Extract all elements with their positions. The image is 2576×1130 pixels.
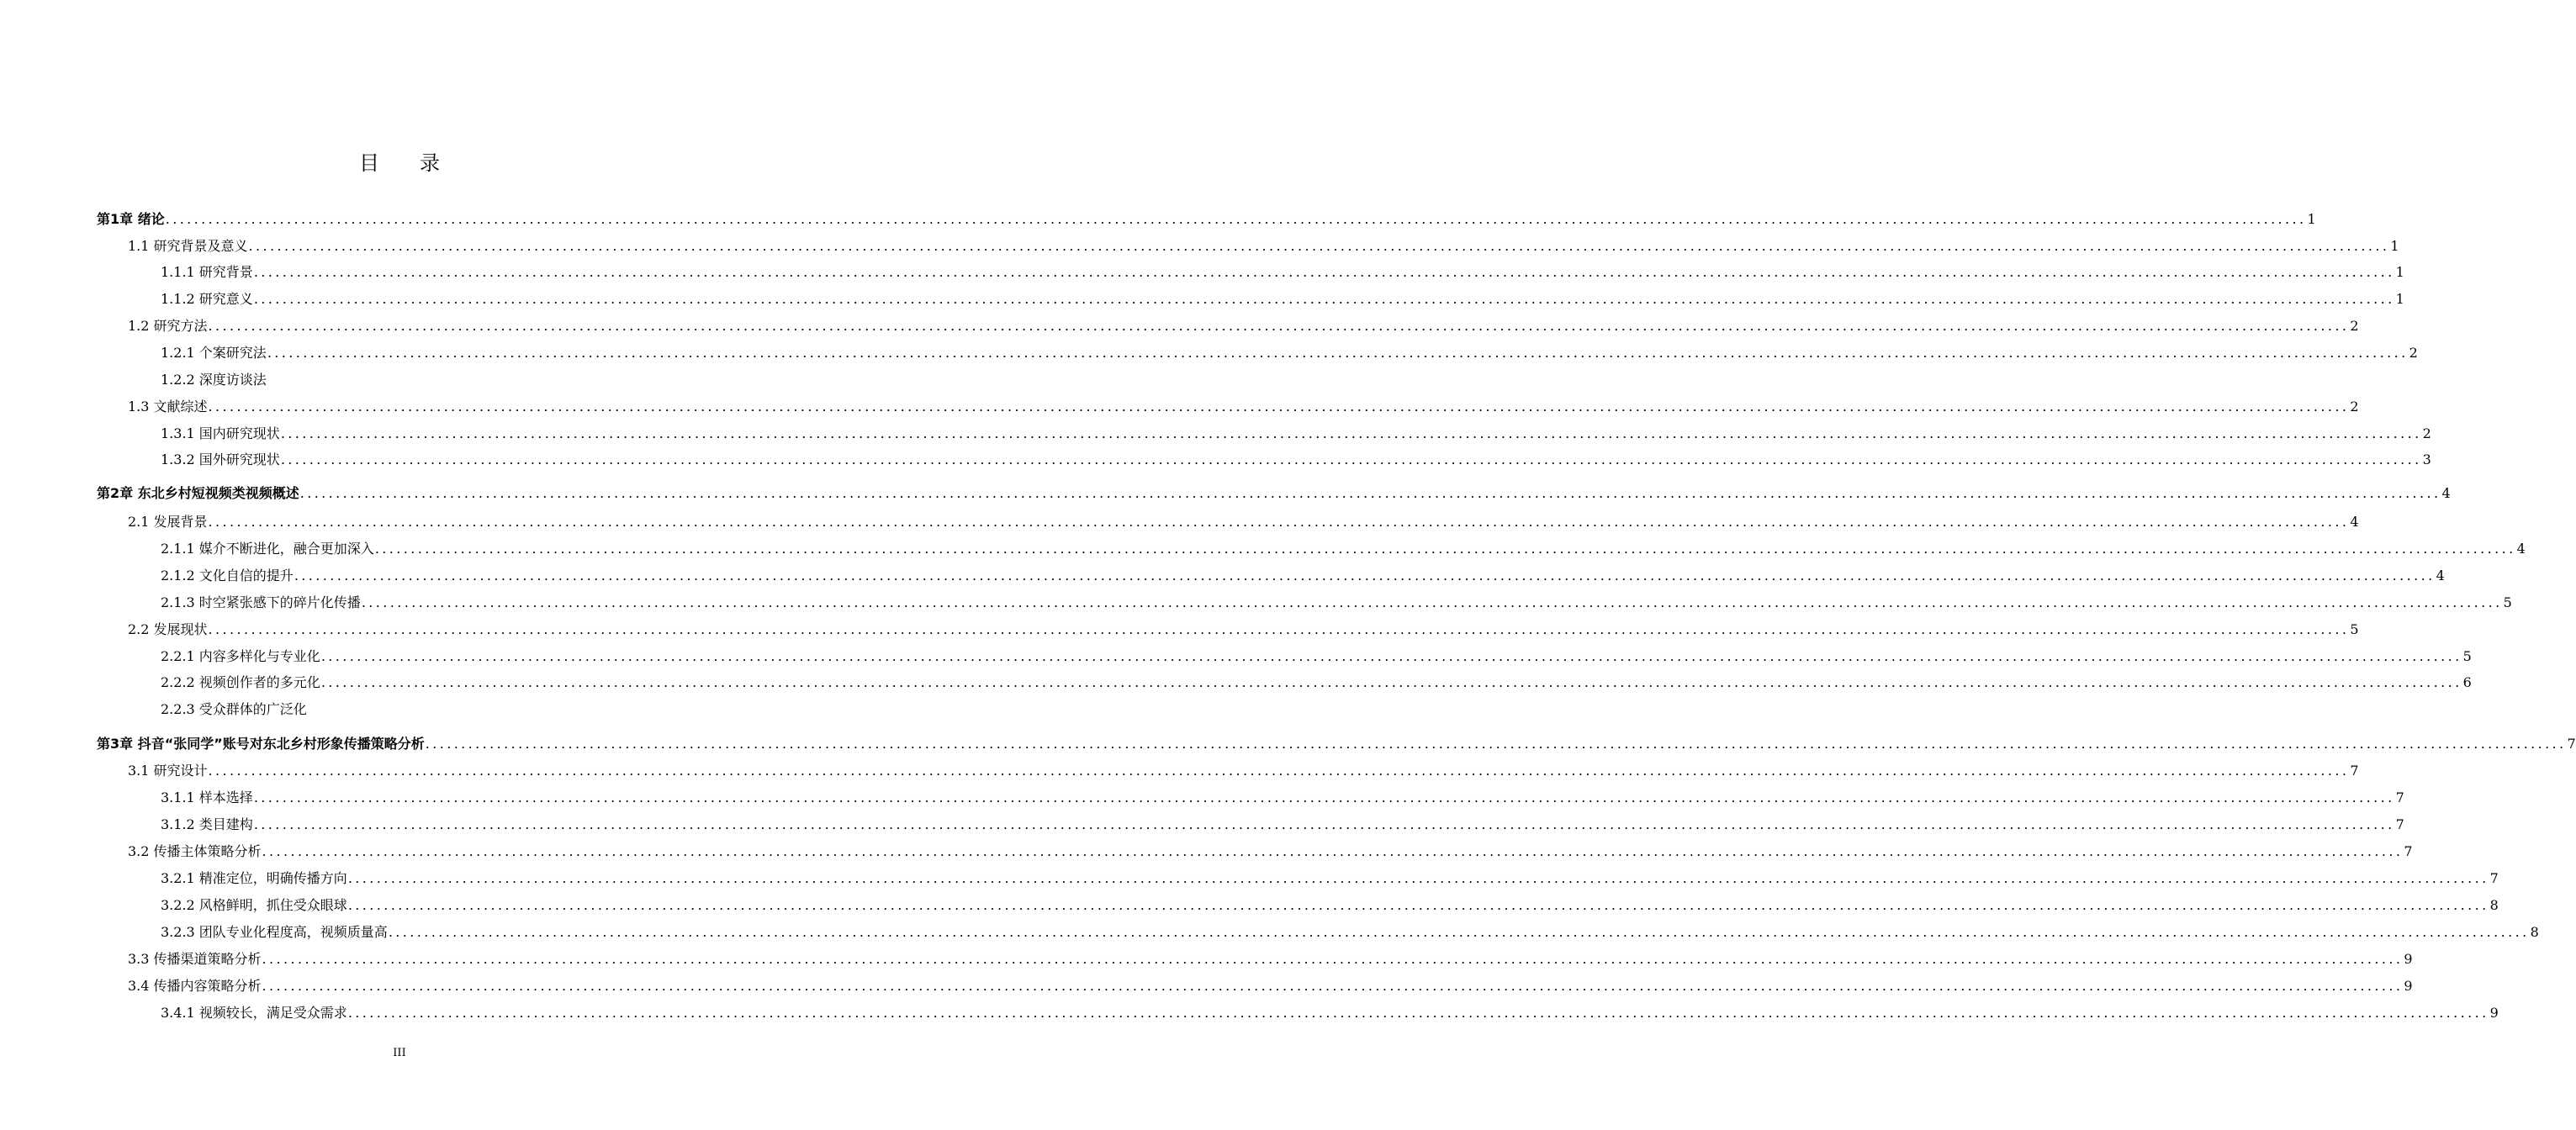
toc-entry[interactable]: [128, 236, 2399, 256]
toc-entry[interactable]: [128, 976, 2413, 996]
toc-entry[interactable]: [128, 620, 2359, 640]
toc-entry[interactable]: [161, 1003, 2499, 1023]
toc-entry-page: 7: [2404, 843, 2413, 859]
toc-entry[interactable]: [161, 869, 2499, 889]
toc-entry[interactable]: [161, 700, 307, 720]
toc-entry-page: 7: [2489, 870, 2499, 886]
toc-entry[interactable]: [161, 815, 2404, 835]
toc-dot-leader: ............................................................................................................................................................................................................................................................................................................: [388, 924, 2530, 940]
toc-entry-label: 2.1.1 媒介不断进化，融合更加深入: [161, 541, 374, 557]
toc-entry[interactable]: [128, 949, 2413, 969]
toc-dot-leader: ............................................................................................................................................................................................................................................................................................................: [280, 425, 2422, 441]
toc-dot-leader: ............................................................................................................................................................................................................................................................................................................: [208, 318, 2350, 334]
toc-entry-label: 3.2.1 精准定位，明确传播方向: [161, 870, 347, 886]
toc-entry-label: 1.3.2 国外研究现状: [161, 451, 280, 467]
toc-dot-leader: ............................................................................................................................................................................................................................................................................................................: [262, 951, 2404, 967]
toc-dot-leader: ............................................................................................................................................................................................................................................................................................................: [208, 514, 2350, 530]
toc-entry[interactable]: [161, 593, 2512, 613]
toc-entry-page: 4: [2516, 541, 2526, 557]
toc-entry-page: 1: [2395, 291, 2404, 307]
toc-entry[interactable]: [161, 539, 2526, 559]
toc-entry[interactable]: [161, 343, 2418, 363]
toc-entry-label: 1.2.2 深度访谈法: [161, 372, 267, 388]
toc-dot-leader: ............................................................................................................................................................................................................................................................................................................: [208, 399, 2350, 415]
toc-entry[interactable]: [161, 370, 267, 390]
toc-entry-page: 1: [2307, 211, 2316, 227]
toc-entry[interactable]: [128, 842, 2413, 862]
toc-entry-label: 2.2 发展现状: [128, 621, 208, 637]
toc-entry-label: 3.3 传播渠道策略分析: [128, 951, 262, 967]
toc-entry-label: 3.4.1 视频较长，满足受众需求: [161, 1005, 347, 1021]
toc-entry-page: 5: [2503, 594, 2512, 610]
toc-chapter-entry[interactable]: [97, 734, 2576, 754]
toc-entry[interactable]: [161, 424, 2431, 444]
toc-dot-leader: ............................................................................................................................................................................................................................................................................................................: [253, 264, 2395, 280]
toc-entry-page: 5: [2462, 648, 2472, 664]
toc-entry-page: 9: [2404, 978, 2413, 994]
toc-entry-page: 8: [2489, 897, 2499, 913]
toc-entry-label: 2.2.2 视频创作者的多元化: [161, 674, 320, 690]
toc-dot-leader: ............................................................................................................................................................................................................................................................................................................: [425, 736, 2567, 752]
toc-entry-page: 8: [2530, 924, 2539, 940]
page-title: 目录: [359, 151, 480, 175]
toc-entry-page: 2: [2409, 345, 2418, 361]
toc-entry-page: 2: [2350, 318, 2359, 334]
toc-chapter-entry[interactable]: [97, 483, 2451, 504]
toc-entry-page: 1: [2395, 264, 2404, 280]
toc-entry-page: 2: [2350, 399, 2359, 415]
toc-dot-leader: ............................................................................................................................................................................................................................................................................................................: [267, 345, 2409, 361]
toc-entry-label: 2.2.1 内容多样化与专业化: [161, 648, 320, 664]
toc-entry-label: 2.1 发展背景: [128, 514, 208, 530]
toc-dot-leader: ............................................................................................................................................................................................................................................................................................................: [347, 897, 2489, 913]
toc-entry[interactable]: [161, 673, 2472, 693]
toc-dot-leader: ............................................................................................................................................................................................................................................................................................................: [248, 238, 2390, 254]
toc-entry-label: 1.2 研究方法: [128, 318, 208, 334]
toc-entry[interactable]: [161, 450, 2431, 470]
toc-dot-leader: ............................................................................................................................................................................................................................................................................................................: [253, 816, 2395, 832]
toc-entry-label: 2.1.2 文化自信的提升: [161, 568, 294, 583]
toc-dot-leader: ............................................................................................................................................................................................................................................................................................................: [262, 978, 2404, 994]
toc-dot-leader: ............................................................................................................................................................................................................................................................................................................: [280, 451, 2422, 467]
toc-entry-label: 第1章 绪论: [97, 211, 165, 227]
toc-dot-leader: ............................................................................................................................................................................................................................................................................................................: [253, 789, 2395, 805]
toc-entry-page: 7: [2350, 763, 2359, 779]
toc-dot-leader: ............................................................................................................................................................................................................................................................................................................: [320, 648, 2462, 664]
toc-entry[interactable]: [161, 788, 2404, 808]
toc-entry[interactable]: [161, 922, 2539, 943]
toc-entry[interactable]: [161, 895, 2499, 916]
toc-entry-page: 7: [2395, 816, 2404, 832]
toc-entry-label: 第3章 抖音“张同学”账号对东北乡村形象传播策略分析: [97, 736, 425, 752]
toc-entry[interactable]: [161, 262, 2404, 282]
toc-entry-label: 3.1.2 类目建构: [161, 816, 253, 832]
toc-entry-label: 3.1 研究设计: [128, 763, 208, 779]
toc-entry-page: 5: [2350, 621, 2359, 637]
toc-dot-leader: ............................................................................................................................................................................................................................................................................................................: [208, 763, 2350, 779]
toc-entry-label: 1.3.1 国内研究现状: [161, 425, 280, 441]
toc-entry-page: 9: [2404, 951, 2413, 967]
toc-dot-leader: ............................................................................................................................................................................................................................................................................................................: [262, 843, 2404, 859]
toc-entry-label: 第2章 东北乡村短视频类视频概述: [97, 485, 299, 501]
toc-dot-leader: ............................................................................................................................................................................................................................................................................................................: [374, 541, 2516, 557]
toc-entry[interactable]: [161, 566, 2445, 586]
toc-entry-label: 2.1.3 时空紧张感下的碎片化传播: [161, 594, 361, 610]
toc-entry-label: 1.2.1 个案研究法: [161, 345, 267, 361]
toc-entry-page: 3: [2422, 451, 2431, 467]
toc-dot-leader: ............................................................................................................................................................................................................................................................................................................: [320, 674, 2462, 690]
toc-chapter-entry[interactable]: [97, 209, 2316, 230]
toc-entry-page: 6: [2462, 674, 2472, 690]
toc-entry[interactable]: [128, 512, 2359, 532]
toc-entry-label: 3.2.3 团队专业化程度高，视频质量高: [161, 924, 388, 940]
toc-entry[interactable]: [128, 761, 2359, 781]
toc-dot-leader: ............................................................................................................................................................................................................................................................................................................: [208, 621, 2350, 637]
toc-entry-label: 1.3 文献综述: [128, 399, 208, 415]
toc-dot-leader: ............................................................................................................................................................................................................................................................................................................: [165, 211, 2307, 227]
toc-dot-leader: ............................................................................................................................................................................................................................................................................................................: [253, 291, 2395, 307]
toc-entry-page: 4: [2441, 485, 2451, 501]
toc-entry-label: 3.1.1 样本选择: [161, 789, 253, 805]
toc-entry-page: 4: [2350, 514, 2359, 530]
page-number: III: [393, 1047, 406, 1059]
toc-entry-label: 3.2.2 风格鲜明，抓住受众眼球: [161, 897, 347, 913]
toc-entry-page: 9: [2489, 1005, 2499, 1021]
toc-dot-leader: ............................................................................................................................................................................................................................................................................................................: [347, 1005, 2489, 1021]
toc-dot-leader: ............................................................................................................................................................................................................................................................................................................: [294, 568, 2436, 583]
toc-dot-leader: ............................................................................................................................................................................................................................................................................................................: [347, 870, 2489, 886]
toc-entry-label: 1.1.2 研究意义: [161, 291, 253, 307]
toc-dot-leader: ............................................................................................................................................................................................................................................................................................................: [361, 594, 2503, 610]
toc-entry-page: 7: [2395, 789, 2404, 805]
toc-entry[interactable]: [161, 289, 2404, 309]
toc-entry-page: 1: [2390, 238, 2399, 254]
toc-dot-leader: ............................................................................................................................................................................................................................................................................................................: [299, 485, 2441, 501]
toc-entry-label: 1.1.1 研究背景: [161, 264, 253, 280]
toc-entry-page: 2: [2422, 425, 2431, 441]
toc-entry[interactable]: [161, 647, 2472, 667]
toc-entry-label: 3.4 传播内容策略分析: [128, 978, 262, 994]
toc-entry-label: 1.1 研究背景及意义: [128, 238, 248, 254]
toc-entry-label: 2.2.3 受众群体的广泛化: [161, 701, 307, 717]
toc-entry[interactable]: [128, 316, 2359, 336]
toc-entry-page: 7: [2567, 736, 2576, 752]
toc-entry-page: 4: [2436, 568, 2445, 583]
toc-entry-label: 3.2 传播主体策略分析: [128, 843, 262, 859]
toc-entry[interactable]: [128, 397, 2359, 417]
